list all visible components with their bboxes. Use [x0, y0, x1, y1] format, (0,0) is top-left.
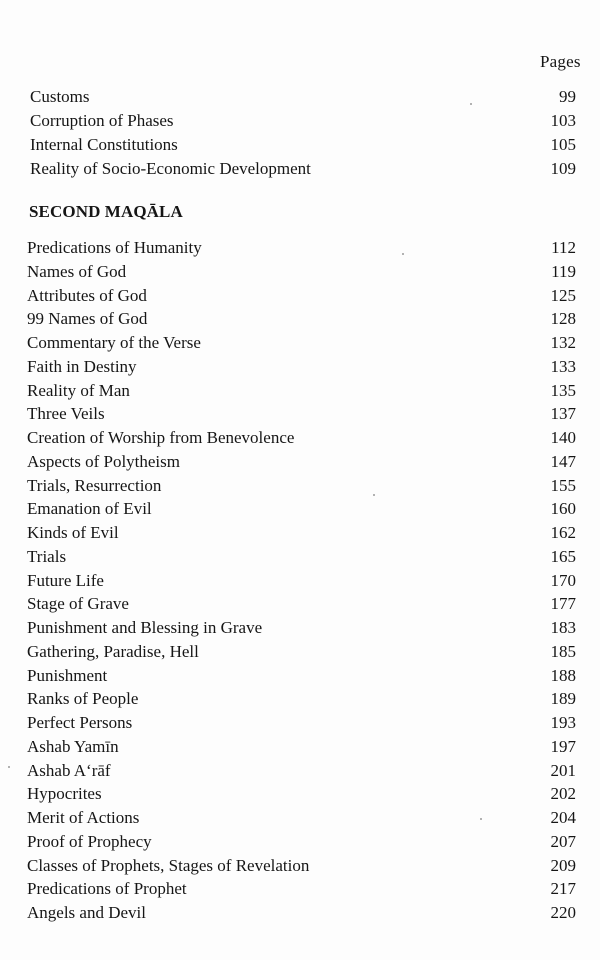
toc-entry-page: 189 [550, 689, 576, 709]
toc-entry-title: Future Life [27, 570, 104, 590]
toc-entry-page: 103 [550, 111, 576, 130]
toc-entry-title: Gathering, Paradise, Hell [27, 641, 199, 661]
section-heading: SECOND MAQĀLA [29, 202, 183, 221]
toc-entry-title: Punishment and Blessing in Grave [27, 618, 263, 637]
toc-entry-page: 135 [550, 380, 576, 400]
toc-entry-title: Proof of Prophecy [27, 831, 152, 851]
toc-entry-page: 132 [550, 333, 576, 352]
toc-entry [30, 157, 576, 181]
toc-entry-page: 109 [550, 159, 576, 178]
toc-entry-page: 133 [550, 356, 576, 376]
toc-entry-title: Customs [30, 87, 90, 106]
toc-entry-page: 177 [550, 594, 576, 614]
toc-entry-title: Ashab A‘rāf [27, 760, 111, 780]
toc-entry-title: 99 Names of God [27, 309, 148, 329]
toc-entry-page: 193 [550, 713, 576, 732]
toc-first-block [30, 85, 576, 181]
toc-entry-title: Ashab Yamīn [27, 736, 119, 756]
toc-entry-title: Three Veils [27, 404, 105, 424]
toc-entry-page: 105 [550, 135, 576, 154]
toc-entry [27, 545, 576, 569]
pages-column-header: Pages [540, 52, 581, 71]
toc-entry-title: Aspects of Polytheism [27, 451, 180, 471]
toc-entry-page: 207 [550, 831, 576, 851]
toc-entry-title: Hypocrites [27, 784, 102, 804]
scan-speck [480, 818, 482, 820]
toc-entry-page: 147 [550, 451, 576, 471]
toc-entry-title: Trials [27, 546, 67, 566]
toc-entry-title: Attributes of God [27, 285, 147, 305]
toc-entry-page: 170 [550, 570, 576, 590]
toc-entry [27, 735, 576, 759]
toc-entry-page: 155 [550, 475, 576, 495]
toc-entry [27, 759, 576, 783]
scan-speck [8, 766, 10, 768]
toc-entry [27, 592, 576, 616]
toc-entry-title: Merit of Actions [27, 808, 140, 827]
toc-entry [27, 782, 576, 806]
toc-entry-page: 185 [550, 641, 576, 661]
toc-entry [30, 109, 576, 133]
toc-entry-title: Faith in Destiny [27, 356, 137, 376]
scan-speck [470, 103, 472, 105]
toc-entry [27, 284, 576, 308]
toc-entry-page: 201 [550, 760, 576, 780]
toc-entry-title: Predications of Humanity [27, 238, 202, 257]
toc-entry-title: Stage of Grave [27, 594, 129, 614]
toc-entry-page: 209 [550, 855, 576, 875]
toc-entry [27, 426, 576, 450]
toc-entry-page: 160 [550, 499, 576, 519]
toc-entry [27, 379, 576, 403]
toc-entry [27, 877, 576, 901]
toc-entry-page: 112 [551, 238, 576, 257]
toc-entry [27, 474, 576, 498]
toc-entry [27, 497, 576, 521]
toc-entry [27, 711, 576, 735]
toc-entry [27, 331, 576, 355]
toc-entry-title: Reality of Socio-Economic Development [30, 159, 311, 178]
toc-entry [27, 569, 576, 593]
toc-entry-title: Reality of Man [27, 380, 130, 400]
toc-entry [27, 521, 576, 545]
toc-entry-page: 220 [550, 903, 576, 922]
toc-entry [27, 640, 576, 664]
toc-entry [30, 85, 576, 109]
toc-entry-title: Corruption of Phases [30, 111, 174, 130]
toc-entry [27, 402, 576, 426]
toc-entry-page: 119 [551, 261, 576, 281]
toc-entry [27, 901, 576, 925]
toc-entry-title: Commentary of the Verse [27, 333, 201, 352]
toc-entry-page: 188 [550, 665, 576, 685]
toc-entry-title: Ranks of People [27, 689, 139, 709]
toc-entry-page: 217 [550, 879, 576, 899]
toc-entry [27, 450, 576, 474]
toc-entry [27, 616, 576, 640]
toc-entry-title: Creation of Worship from Benevolence [27, 428, 295, 447]
toc-entry-page: 165 [550, 546, 576, 566]
toc-entry-title: Perfect Persons [27, 713, 133, 732]
toc-entry-title: Emanation of Evil [27, 499, 152, 519]
toc-entry [27, 806, 576, 830]
toc-entry-title: Classes of Prophets, Stages of Revelation [27, 855, 310, 875]
toc-entry [27, 307, 576, 331]
scan-speck [373, 494, 375, 496]
toc-entry-title: Internal Constitutions [30, 135, 178, 154]
toc-entry-page: 125 [550, 285, 576, 305]
toc-entry-page: 137 [550, 404, 576, 424]
toc-entry-page: 99 [559, 87, 576, 106]
toc-entry [27, 236, 576, 260]
toc-entry [30, 133, 576, 157]
toc-entry-title: Trials, Resurrection [27, 475, 162, 495]
toc-entry-title: Angels and Devil [27, 903, 146, 922]
toc-entry-page: 183 [550, 618, 576, 637]
toc-entry-page: 140 [550, 428, 576, 447]
toc-entry-page: 128 [550, 309, 576, 329]
toc-entry [27, 687, 576, 711]
toc-entry-title: Kinds of Evil [27, 523, 119, 542]
toc-entry-page: 204 [550, 808, 576, 827]
toc-entry-page: 162 [550, 523, 576, 542]
toc-entry-page: 197 [550, 736, 576, 756]
toc-entry [27, 830, 576, 854]
toc-entry [27, 664, 576, 688]
toc-entry [27, 355, 576, 379]
toc-entry-title: Punishment [27, 665, 108, 685]
toc-entry [27, 260, 576, 284]
toc-entry [27, 854, 576, 878]
toc-second-block [27, 236, 576, 925]
toc-entry-page: 202 [550, 784, 576, 804]
toc-entry-title: Names of God [27, 261, 127, 281]
scan-speck [402, 253, 404, 255]
toc-entry-title: Predications of Prophet [27, 879, 187, 899]
